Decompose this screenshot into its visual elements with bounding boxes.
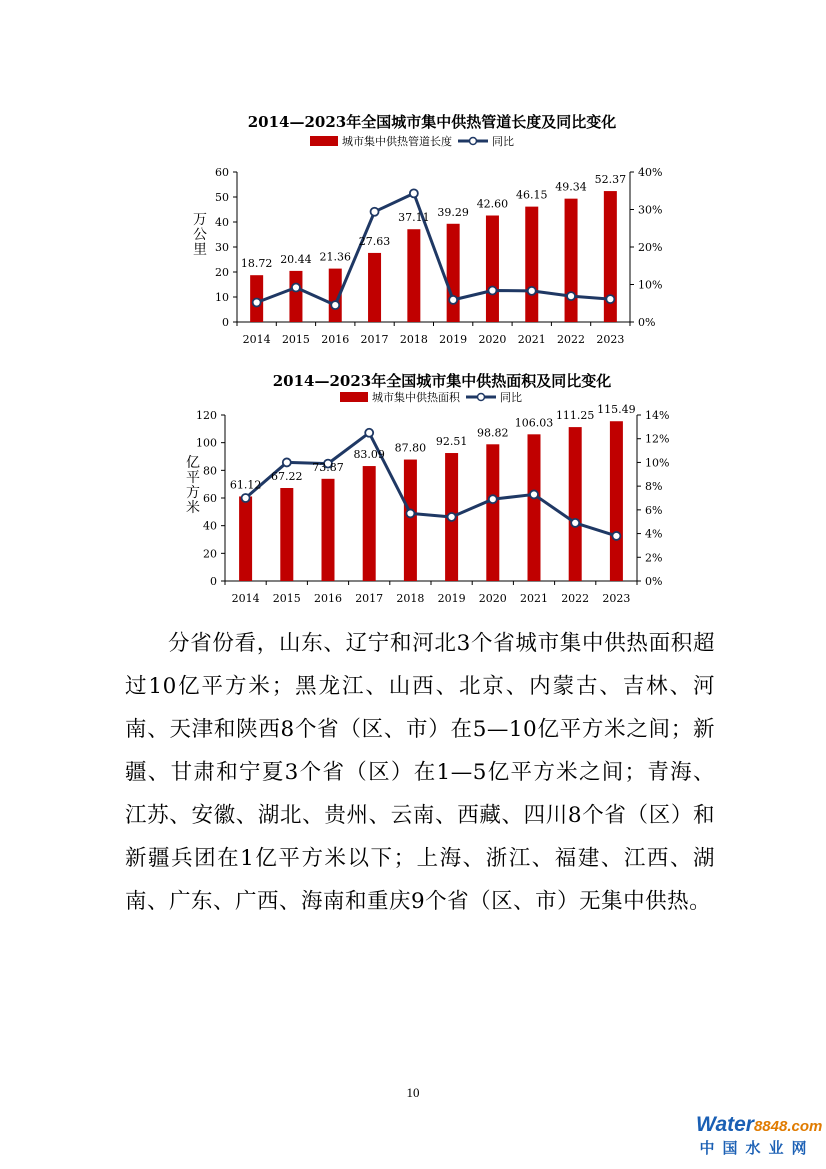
bar [404, 460, 417, 581]
left-tick-label: 0 [222, 316, 229, 329]
bar [610, 421, 623, 581]
right-tick-label: 0% [645, 575, 663, 588]
yoy-point [449, 296, 457, 304]
x-tick-label: 2016 [321, 333, 350, 346]
left-tick-label: 80 [203, 464, 217, 478]
bar-data-label: 39.29 [437, 205, 469, 219]
bar [565, 199, 578, 322]
right-tick-label: 4% [645, 527, 663, 541]
bar-data-label: 21.36 [319, 250, 351, 264]
yoy-point [253, 299, 261, 307]
x-tick-label: 2021 [517, 333, 546, 346]
yoy-point [530, 490, 538, 498]
yoy-point [406, 509, 414, 517]
left-tick-label: 40 [215, 216, 229, 229]
right-tick-label: 0% [638, 316, 656, 329]
bar [368, 253, 381, 322]
yoy-point [410, 189, 418, 197]
right-tick-label: 14% [645, 409, 670, 422]
x-tick-label: 2019 [437, 592, 466, 605]
heating-area-chart [0, 365, 826, 610]
yoy-line [257, 193, 611, 305]
yoy-point [292, 284, 300, 292]
logo-word: Water8848.com [696, 1113, 823, 1136]
y-axis-label [186, 455, 200, 516]
yoy-point [371, 208, 379, 216]
bar [289, 271, 302, 322]
yoy-point [528, 287, 536, 295]
x-tick-label: 2014 [231, 592, 260, 605]
x-tick-label: 2018 [399, 333, 428, 346]
y-axis-label-char: 里 [193, 242, 207, 258]
right-tick-label: 6% [645, 503, 663, 517]
yoy-point [331, 301, 339, 309]
yoy-point [571, 519, 579, 527]
x-tick-label: 2023 [596, 333, 625, 346]
x-tick-label: 2022 [557, 333, 586, 346]
bar [569, 427, 582, 581]
x-tick-label: 2014 [242, 333, 271, 346]
bar-data-label: 61.12 [229, 478, 262, 492]
legend-line-label: 同比 [500, 391, 522, 404]
legend-bar-swatch [340, 392, 368, 402]
yoy-point [283, 458, 291, 466]
y-axis-label-char: 米 [186, 500, 200, 516]
x-tick-label: 2023 [602, 592, 631, 605]
bar-data-label: 87.80 [394, 441, 427, 455]
page-number: 10 [406, 1085, 420, 1100]
yoy-point [242, 494, 250, 502]
body-paragraph [125, 622, 715, 923]
yoy-point [448, 513, 456, 521]
left-tick-label: 20 [215, 266, 229, 279]
yoy-point [489, 495, 497, 503]
watermark-logo [696, 1113, 823, 1161]
bar [322, 479, 335, 581]
bar [486, 444, 499, 581]
left-tick-label: 40 [203, 519, 217, 533]
right-tick-label: 30% [638, 203, 663, 217]
y-axis-label-char: 亿 [186, 455, 200, 471]
x-tick-label: 2021 [520, 592, 548, 605]
bar-data-label: 106.03 [514, 416, 554, 430]
left-tick-label: 20 [203, 547, 217, 561]
right-tick-label: 20% [638, 241, 663, 254]
legend-bar-swatch [310, 136, 338, 146]
yoy-point [365, 429, 373, 437]
left-tick-label: 10 [215, 291, 229, 304]
bar [407, 229, 420, 322]
paragraph-text: 分省份看，山东、辽宁和河北3个省城市集中供热面积超过10亿平方米；黑龙江、山西、北京、内蒙古、吉林、河南、天津和陕西8个省（区、市）在5—10亿平方米之间；新疆、甘肃和宁夏3个省（区）在1—5亿平方米之间；青海、江苏、安徽、湖北、贵州、云南、西藏、四川8个省（区）和新疆兵团在1亿平方米以下；上海、浙江、福建、江西、湖南、广东、广西、海南和重庆9个省（区、市）无集中供热。 [125, 631, 715, 914]
legend-bar-label: 城市集中供热管道长度 [342, 135, 452, 148]
yoy-point [488, 287, 496, 295]
chart-svg [0, 105, 826, 355]
x-tick-label: 2020 [478, 592, 507, 605]
logo-cn: 中国水业网 [699, 1140, 815, 1157]
bar [363, 466, 376, 581]
left-tick-label: 60 [215, 166, 229, 179]
bar [447, 224, 460, 322]
y-axis-label [193, 212, 207, 258]
chart-title: 2014—2023年全国城市集中供热面积及同比变化 [272, 372, 612, 390]
bar-data-label: 115.49 [597, 403, 636, 417]
legend-bar-label: 城市集中供热面积 [372, 391, 460, 404]
bar-data-label: 42.60 [476, 197, 509, 211]
bar [486, 216, 499, 323]
x-tick-label: 2017 [360, 333, 389, 346]
right-tick-label: 10% [638, 278, 663, 292]
right-tick-label: 2% [645, 551, 663, 565]
x-tick-label: 2018 [396, 592, 425, 605]
bar-data-label: 46.15 [516, 188, 548, 202]
left-tick-label: 60 [203, 492, 217, 505]
bar-data-label: 20.44 [280, 252, 312, 266]
y-axis-label-char: 方 [186, 485, 200, 501]
left-tick-label: 120 [196, 409, 217, 422]
yoy-point [567, 292, 575, 300]
left-tick-label: 100 [196, 436, 217, 450]
bar [280, 488, 293, 581]
bar [239, 496, 252, 581]
x-tick-label: 2017 [355, 592, 384, 605]
right-tick-label: 12% [645, 432, 670, 446]
right-tick-label: 8% [645, 480, 663, 494]
y-axis-label-char: 万 [193, 212, 207, 228]
bar-data-label: 83.09 [353, 448, 385, 462]
pipeline-length-chart [0, 105, 826, 355]
yoy-point [606, 295, 614, 303]
left-tick-label: 30 [215, 241, 229, 254]
legend-line-label: 同比 [492, 135, 514, 148]
chart-title: 2014—2023年全国城市集中供热管道长度及同比变化 [247, 113, 617, 131]
chart-svg [0, 365, 826, 610]
bar-data-label: 37.11 [398, 211, 430, 225]
bar [525, 207, 538, 322]
yoy-point [612, 532, 620, 540]
bar-data-label: 73.87 [312, 460, 344, 474]
bar-data-label: 52.37 [594, 173, 627, 187]
bar-data-label: 67.22 [271, 470, 303, 484]
right-tick-label: 10% [645, 456, 670, 470]
bar-data-label: 49.34 [555, 180, 587, 194]
x-tick-label: 2016 [314, 592, 342, 605]
left-tick-label: 50 [215, 191, 229, 204]
x-tick-label: 2020 [478, 333, 507, 346]
x-tick-label: 2022 [561, 592, 590, 605]
x-tick-label: 2015 [272, 592, 301, 605]
bar-data-label: 18.72 [240, 257, 273, 271]
legend-line-marker [478, 394, 485, 401]
bar-data-label: 92.51 [435, 435, 468, 449]
yoy-line [246, 433, 617, 536]
x-tick-label: 2019 [439, 333, 468, 346]
bar [528, 434, 541, 581]
right-tick-label: 40% [638, 166, 663, 179]
y-axis-label-char: 公 [193, 227, 207, 243]
y-axis-label-char: 平 [186, 470, 200, 486]
left-tick-label: 0 [210, 575, 217, 588]
bar-data-label: 27.63 [358, 234, 391, 248]
bar-data-label: 98.82 [477, 426, 509, 440]
bar-data-label: 111.25 [555, 409, 595, 423]
x-tick-label: 2015 [281, 333, 310, 346]
legend-line-marker [470, 138, 477, 145]
